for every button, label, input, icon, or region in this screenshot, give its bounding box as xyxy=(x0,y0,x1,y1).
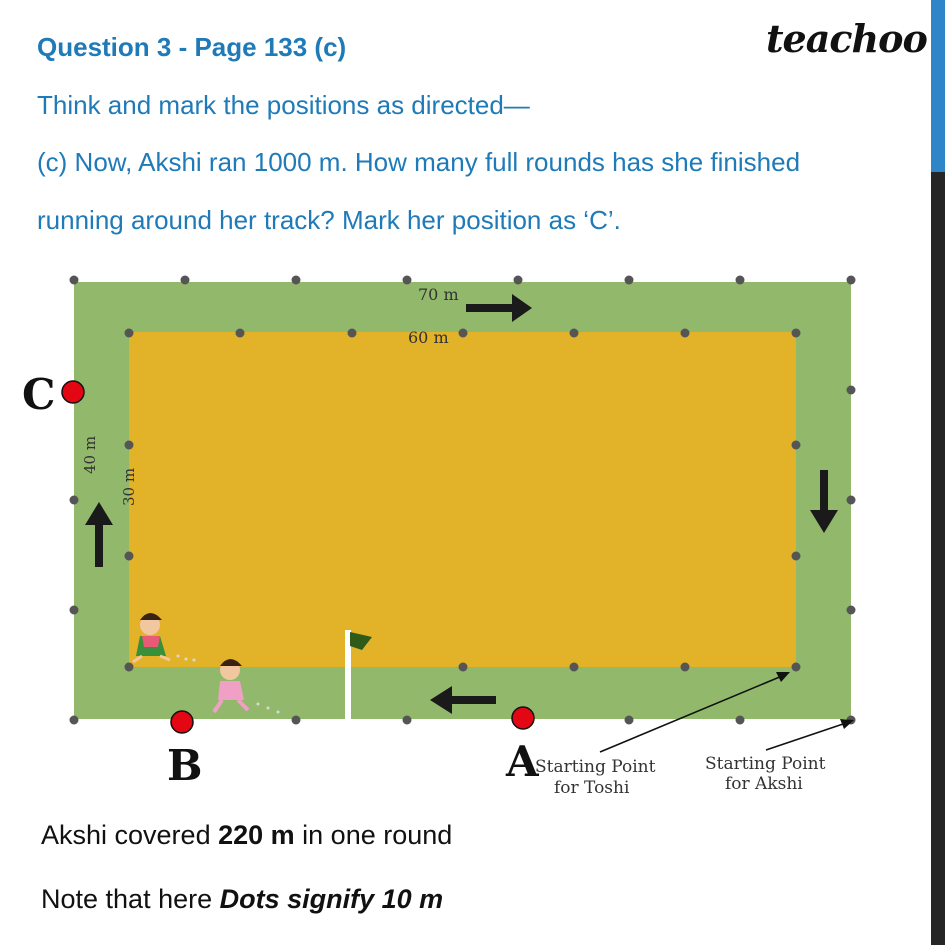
round-value: 220 m xyxy=(218,820,295,850)
akshi-start-pointer xyxy=(766,719,854,750)
label-a: A xyxy=(506,737,539,786)
inner-top-label: 60 m xyxy=(408,328,449,347)
instruction-line: Think and mark the positions as directed— xyxy=(37,90,530,120)
outer-side-label: 40 m xyxy=(81,435,99,474)
akshi-start-label-1: Starting Point xyxy=(705,754,826,774)
marker-a xyxy=(512,707,534,729)
teachoo-logo: teachoo xyxy=(766,16,927,61)
label-c: C xyxy=(22,370,56,419)
round-suffix: in one round xyxy=(294,820,453,850)
inner-field xyxy=(129,332,796,667)
inner-side-label: 30 m xyxy=(120,467,138,506)
round-prefix: Akshi covered xyxy=(41,820,219,850)
dot-note-text xyxy=(41,884,443,915)
toshi-start-label-1: Starting Point xyxy=(535,757,656,777)
round-distance-text xyxy=(41,820,452,851)
outer-top-label: 70 m xyxy=(418,285,459,304)
note-prefix: Note that here xyxy=(41,884,220,914)
question-line-2: running around her track? Mark her position as ‘C’. xyxy=(37,205,621,235)
note-emphasis: Dots signify 10 m xyxy=(219,884,444,914)
question-title: Question 3 - Page 133 (c) xyxy=(37,32,347,62)
question-line-1: (c) Now, Akshi ran 1000 m. How many full rounds has she finished xyxy=(37,147,801,177)
marker-b xyxy=(171,711,193,733)
akshi-start-label-2: for Akshi xyxy=(725,774,803,794)
toshi-start-label-2: for Toshi xyxy=(554,778,630,798)
marker-c xyxy=(62,381,84,403)
label-b: B xyxy=(167,741,203,790)
